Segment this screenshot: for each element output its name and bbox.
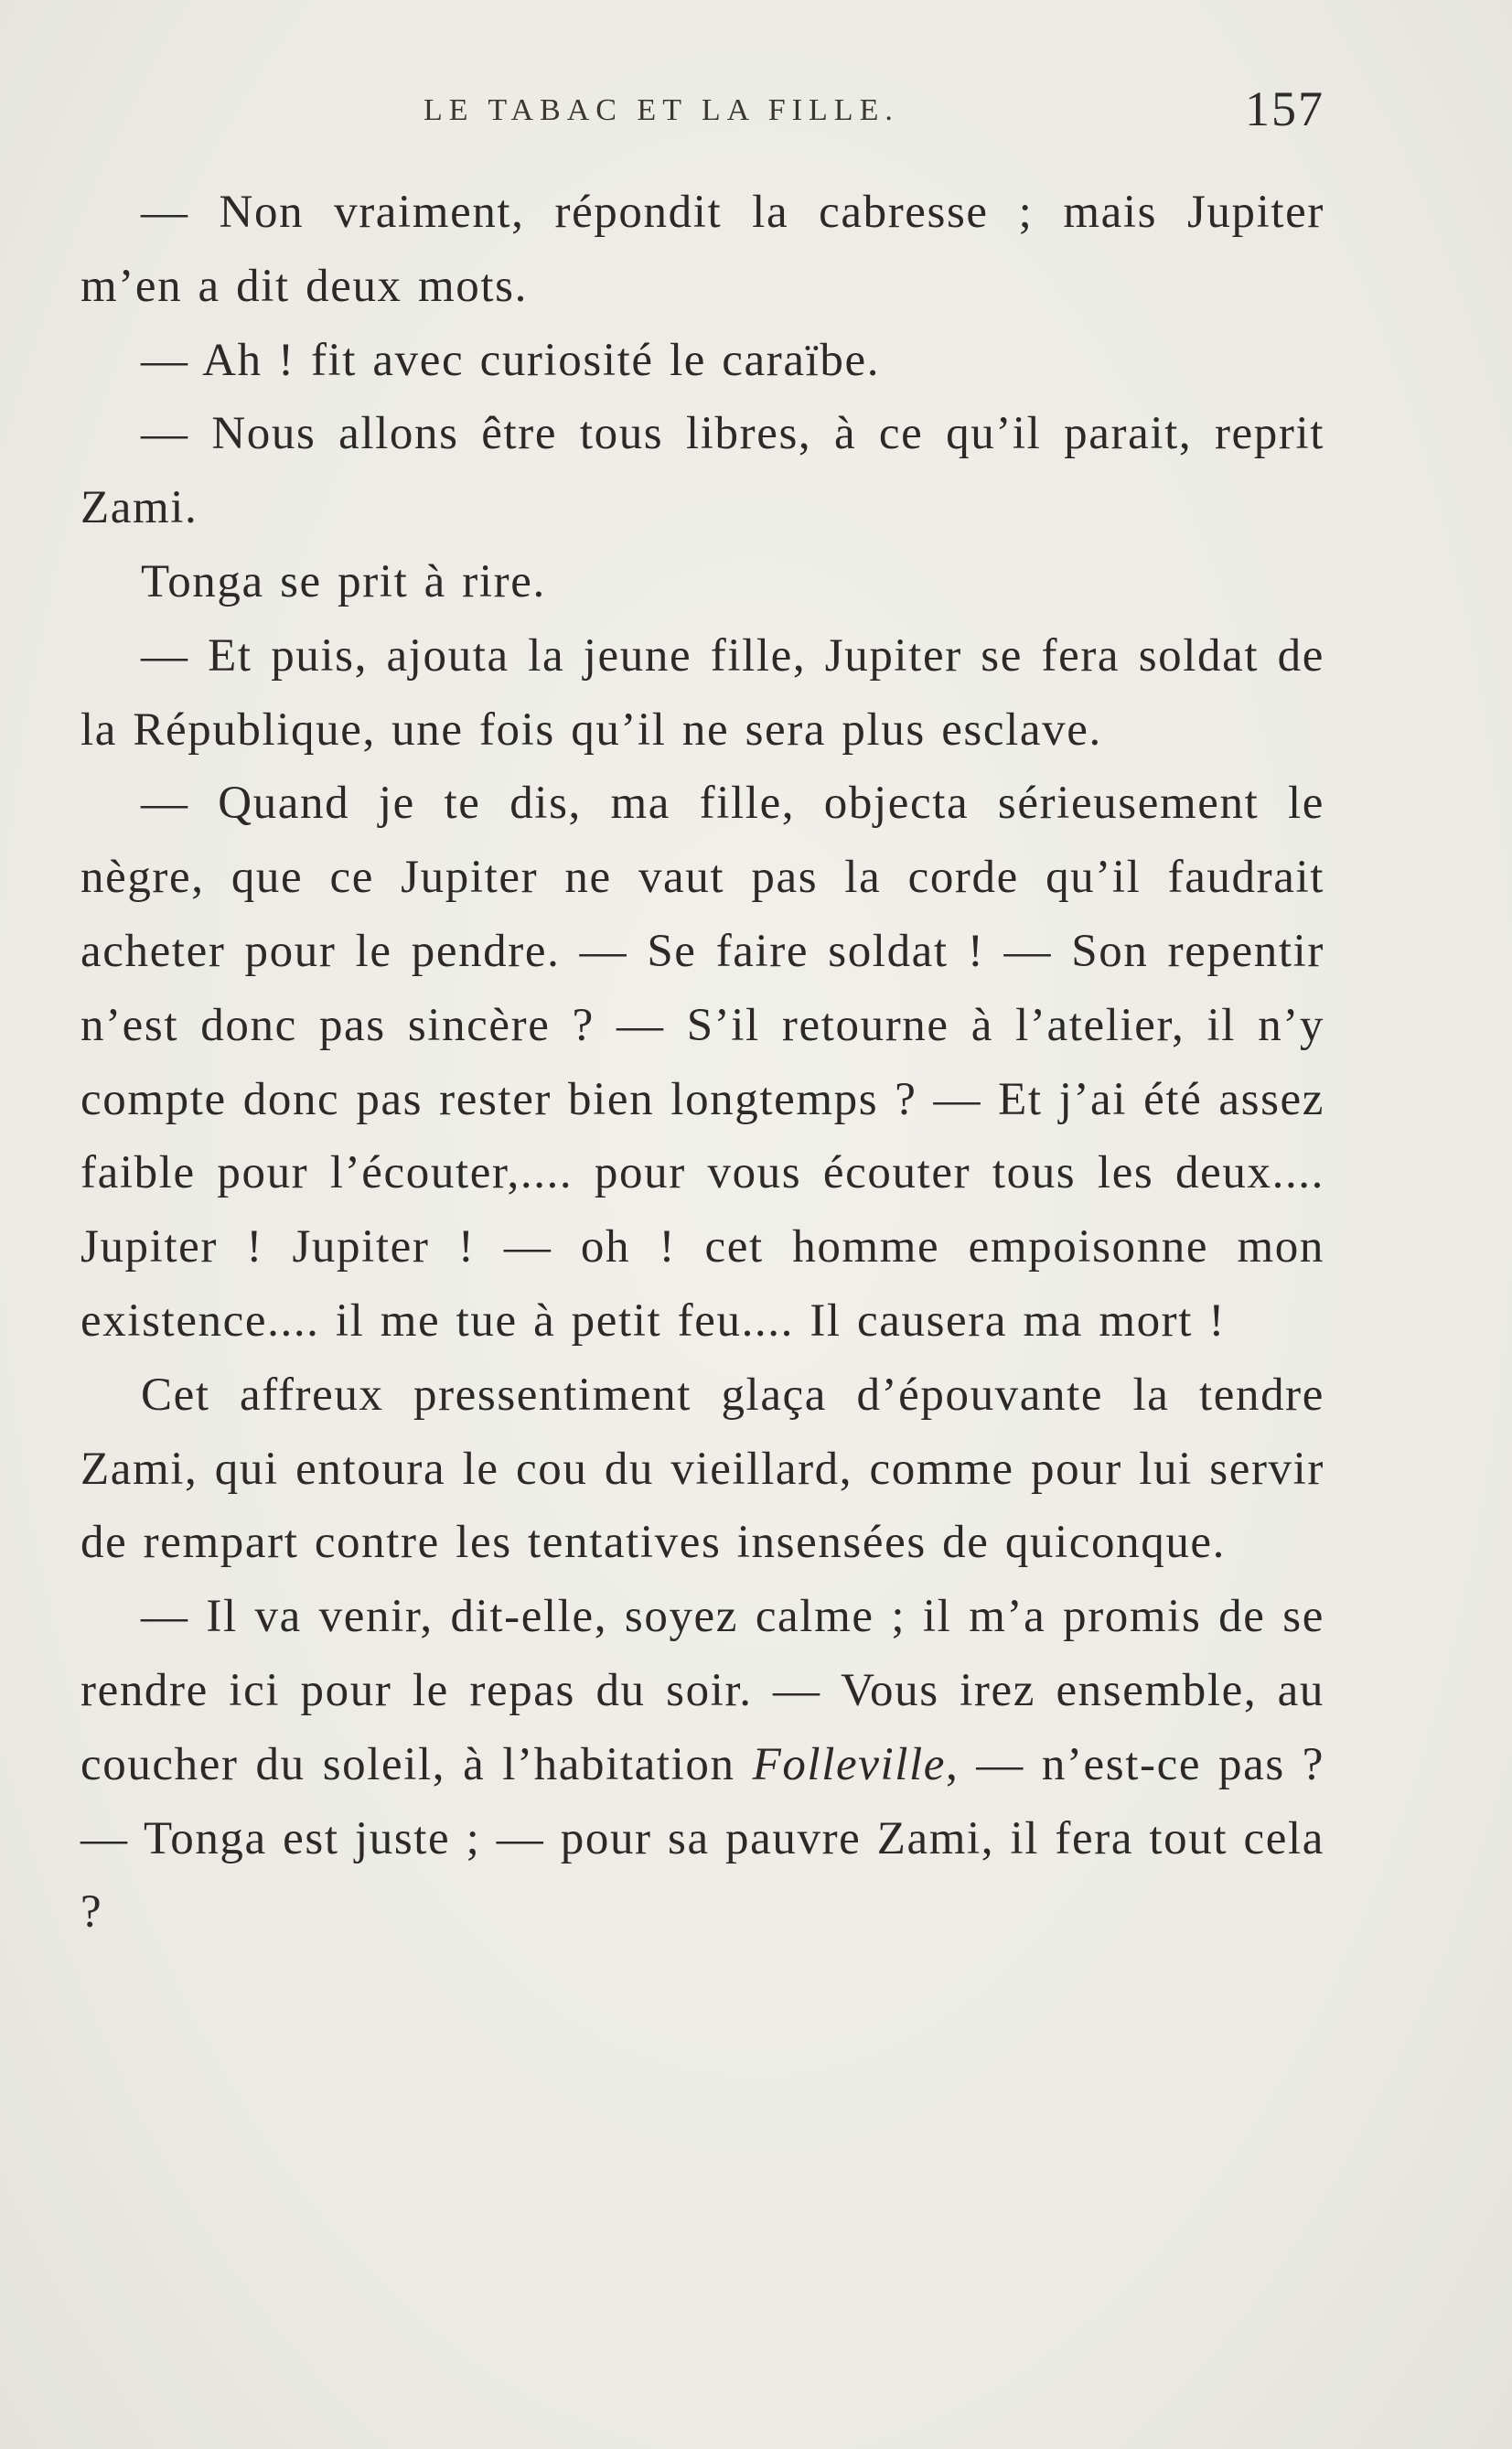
paragraph-8 — [80, 1580, 1324, 1950]
paragraph-5: — Et puis, ajouta la jeune fille, Jupiter se fera soldat de la République, une fois qu’il ne sera plus esclave. — [80, 629, 1324, 756]
paragraph-8-tail: , — n’est-ce pas ? — Tonga est juste ; — pour sa pauvre Zami, il fera tout cela ? — [80, 1738, 1324, 1939]
paragraph-6: — Quand je te dis, ma fille, objecta sérieusement le nègre, que ce Jupiter ne vaut pas la corde qu’il faudrait acheter pour le pendre. — Se faire soldat ! — Son repentir n’est donc pas sincère ? — S’il retourne à l’atelier, il n’y compte donc pas rester bien longtemps ? — Et j’ai été assez faible pour l’écouter,.... pour vous écouter tous les deux.... Jupiter ! Jupiter ! — oh ! cet homme empoisonne mon existence.... il me tue à petit feu.... Il causera ma mort ! — [80, 778, 1324, 1347]
paragraph-8-text: — Il va venir, dit-elle, soyez calme ; il m’a promis de se rendre ici pour le repas du soir. — Vous irez ensemble, au coucher du soleil, à l’habitation — [80, 1591, 1324, 1790]
running-title: LE TABAC ET LA FILLE. — [424, 93, 899, 127]
italic-place-name: Folleville — [752, 1738, 946, 1790]
body-text — [80, 176, 1324, 1950]
paragraph-4: Tonga se prit à rire. — [141, 555, 546, 607]
paragraph-2: — Ah ! fit avec curiosité le caraïbe. — [141, 334, 881, 386]
page-header — [80, 81, 1324, 145]
paragraph-1: — Non vraiment, répondit la cabresse ; mais Jupiter m’en a dit deux mots. — [80, 187, 1324, 312]
paragraph-7: Cet affreux pressentiment glaça d’épouvante la tendre Zami, qui entoura le cou du vieillard, comme pour lui servir de rempart contre les tentatives insensées de quiconque. — [80, 1369, 1324, 1569]
page-number: 157 — [1245, 81, 1324, 136]
paragraph-3: — Nous allons être tous libres, à ce qu’il parait, reprit Zami. — [80, 408, 1324, 534]
